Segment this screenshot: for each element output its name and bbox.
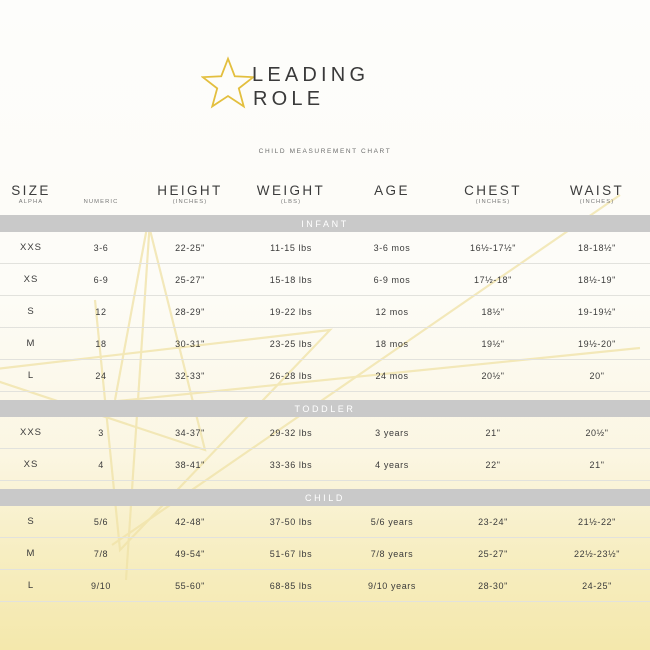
subheader-height-units: (INCHES) — [172, 199, 208, 205]
group-label: CHILD — [0, 489, 650, 506]
group-label: TODDLER — [0, 400, 650, 417]
cell-height: 28-29" — [140, 296, 240, 328]
cell-age: 4 years — [342, 449, 442, 481]
cell-waist: 18-18½" — [544, 232, 650, 264]
table-row — [0, 570, 650, 602]
group-header-toddler — [0, 400, 650, 417]
cell-alpha: S — [0, 296, 62, 328]
header-size: SIZE — [11, 183, 51, 198]
cell-chest: 20½" — [442, 360, 544, 392]
cell-weight: 26-28 lbs — [240, 360, 342, 392]
cell-age: 7/8 years — [342, 538, 442, 570]
table-row — [0, 449, 650, 481]
star-icon — [201, 56, 255, 110]
cell-chest: 28-30" — [442, 570, 544, 602]
cell-weight: 51-67 lbs — [240, 538, 342, 570]
cell-numeric: 24 — [62, 360, 140, 392]
cell-height: 32-33" — [140, 360, 240, 392]
subheader-waist-units: (INCHES) — [579, 199, 615, 205]
cell-weight: 68-85 lbs — [240, 570, 342, 602]
cell-age: 9/10 years — [342, 570, 442, 602]
cell-alpha: M — [0, 328, 62, 360]
cell-waist: 24-25" — [544, 570, 650, 602]
cell-chest: 21" — [442, 417, 544, 449]
cell-chest: 23-24" — [442, 506, 544, 538]
cell-weight: 19-22 lbs — [240, 296, 342, 328]
cell-waist: 21½-22" — [544, 506, 650, 538]
cell-height: 49-54" — [140, 538, 240, 570]
cell-alpha: XXS — [0, 417, 62, 449]
cell-numeric: 3 — [62, 417, 140, 449]
cell-weight: 11-15 lbs — [240, 232, 342, 264]
cell-weight: 29-32 lbs — [240, 417, 342, 449]
table-row — [0, 417, 650, 449]
table-row — [0, 232, 650, 264]
header-size-numeric — [62, 177, 140, 199]
header-weight: WEIGHT — [256, 183, 326, 198]
cell-height: 30-31" — [140, 328, 240, 360]
logo-line-2: ROLE — [253, 88, 325, 110]
cell-numeric: 12 — [62, 296, 140, 328]
cell-chest: 19½" — [442, 328, 544, 360]
table-row — [0, 538, 650, 570]
cell-numeric: 6-9 — [62, 264, 140, 296]
subheader-alpha: ALPHA — [18, 199, 44, 205]
cell-age: 24 mos — [342, 360, 442, 392]
cell-numeric: 5/6 — [62, 506, 140, 538]
cell-age: 6-9 mos — [342, 264, 442, 296]
cell-numeric: 9/10 — [62, 570, 140, 602]
header-height: HEIGHT — [157, 183, 223, 198]
table-row — [0, 264, 650, 296]
header-age: AGE — [374, 183, 410, 198]
logo-line-1: LEADING — [252, 64, 370, 86]
logo-wordmark — [252, 63, 369, 111]
cell-alpha: M — [0, 538, 62, 570]
measurement-table — [0, 177, 650, 602]
table-row — [0, 296, 650, 328]
subheader-numeric: NUMERIC — [83, 199, 119, 205]
group-header-infant — [0, 215, 650, 232]
page-subtitle: CHILD MEASUREMENT CHART — [258, 148, 392, 155]
group-label: INFANT — [0, 215, 650, 232]
cell-weight: 23-25 lbs — [240, 328, 342, 360]
cell-height: 34-37" — [140, 417, 240, 449]
cell-waist: 21" — [544, 449, 650, 481]
cell-height: 25-27" — [140, 264, 240, 296]
cell-numeric: 18 — [62, 328, 140, 360]
cell-alpha: XXS — [0, 232, 62, 264]
table-header-main — [0, 177, 650, 199]
cell-waist: 22½-23½" — [544, 538, 650, 570]
cell-height: 38-41" — [140, 449, 240, 481]
cell-age: 12 mos — [342, 296, 442, 328]
group-header-child — [0, 489, 650, 506]
cell-alpha: XS — [0, 264, 62, 296]
cell-numeric: 3-6 — [62, 232, 140, 264]
cell-age: 5/6 years — [342, 506, 442, 538]
cell-height: 42-48" — [140, 506, 240, 538]
table-row — [0, 360, 650, 392]
cell-weight: 37-50 lbs — [240, 506, 342, 538]
cell-chest: 25-27" — [442, 538, 544, 570]
cell-height: 55-60" — [140, 570, 240, 602]
section-spacer — [0, 481, 650, 490]
table-row — [0, 328, 650, 360]
cell-waist: 20" — [544, 360, 650, 392]
cell-waist: 20½" — [544, 417, 650, 449]
cell-chest: 18½" — [442, 296, 544, 328]
cell-waist: 18½-19" — [544, 264, 650, 296]
brand-logo — [195, 0, 455, 124]
cell-weight: 33-36 lbs — [240, 449, 342, 481]
table-header-sub — [0, 199, 650, 215]
subheader-weight-units: (LBS) — [280, 199, 302, 205]
header-waist: WAIST — [569, 183, 625, 198]
cell-waist: 19½-20" — [544, 328, 650, 360]
subheader-chest-units: (INCHES) — [475, 199, 511, 205]
cell-numeric: 4 — [62, 449, 140, 481]
cell-age: 3-6 mos — [342, 232, 442, 264]
cell-chest: 17½-18" — [442, 264, 544, 296]
cell-weight: 15-18 lbs — [240, 264, 342, 296]
cell-height: 22-25" — [140, 232, 240, 264]
cell-chest: 22" — [442, 449, 544, 481]
cell-alpha: XS — [0, 449, 62, 481]
subheader-age-units — [342, 199, 442, 215]
table-row — [0, 506, 650, 538]
cell-age: 3 years — [342, 417, 442, 449]
section-spacer — [0, 392, 650, 401]
cell-alpha: L — [0, 360, 62, 392]
cell-alpha: L — [0, 570, 62, 602]
cell-numeric: 7/8 — [62, 538, 140, 570]
cell-chest: 16½-17½" — [442, 232, 544, 264]
cell-age: 18 mos — [342, 328, 442, 360]
cell-waist: 19-19½" — [544, 296, 650, 328]
header-chest: CHEST — [464, 183, 522, 198]
cell-alpha: S — [0, 506, 62, 538]
